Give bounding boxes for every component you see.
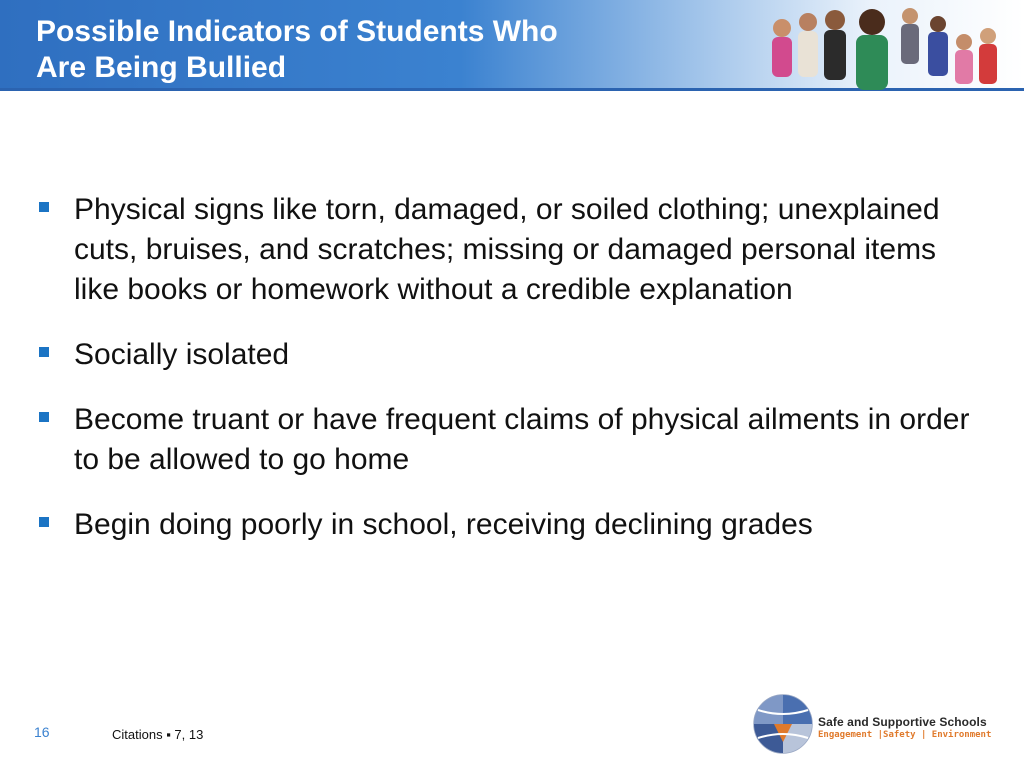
bullet-text: Physical signs like torn, damaged, or soiled clothing; unexplained cuts, bruises, and scratches; missing or damaged personal items like books or homework without a credible explanation	[74, 193, 940, 306]
student-figure	[928, 16, 948, 76]
bullet-marker	[39, 347, 49, 357]
bullet-marker	[39, 202, 49, 212]
slide-number: 16	[34, 724, 50, 740]
student-figure	[901, 8, 919, 64]
bullet-item	[36, 190, 986, 310]
bullet-list	[36, 190, 986, 570]
bullet-item	[36, 400, 986, 480]
student-figure	[824, 10, 846, 80]
bullet-text: Socially isolated	[74, 338, 290, 371]
logo-title: Safe and Supportive Schools	[818, 715, 987, 729]
citations: Citations ▪ 7, 13	[112, 727, 204, 742]
bullet-text: Begin doing poorly in school, receiving declining grades	[74, 508, 813, 541]
bullet-marker	[39, 412, 49, 422]
bullet-item	[36, 335, 986, 375]
student-figure	[798, 13, 818, 77]
student-figure	[979, 28, 997, 84]
bullet-text: Become truant or have frequent claims of physical ailments in order to be allowed to go home	[74, 403, 970, 476]
bullet-item	[36, 505, 986, 545]
student-figure	[856, 9, 888, 90]
bullet-marker	[39, 517, 49, 527]
slide-title-line-2: Are Being Bullied	[36, 51, 287, 84]
logo-tagline: Engagement |Safety | Environment	[818, 730, 992, 740]
globe-logo-icon	[752, 690, 814, 758]
slide-title-line-1: Possible Indicators of Students Who	[36, 15, 558, 48]
students-photo	[760, 4, 1010, 90]
student-figure	[772, 19, 792, 77]
student-figure	[955, 34, 973, 84]
slide-title	[36, 14, 676, 86]
